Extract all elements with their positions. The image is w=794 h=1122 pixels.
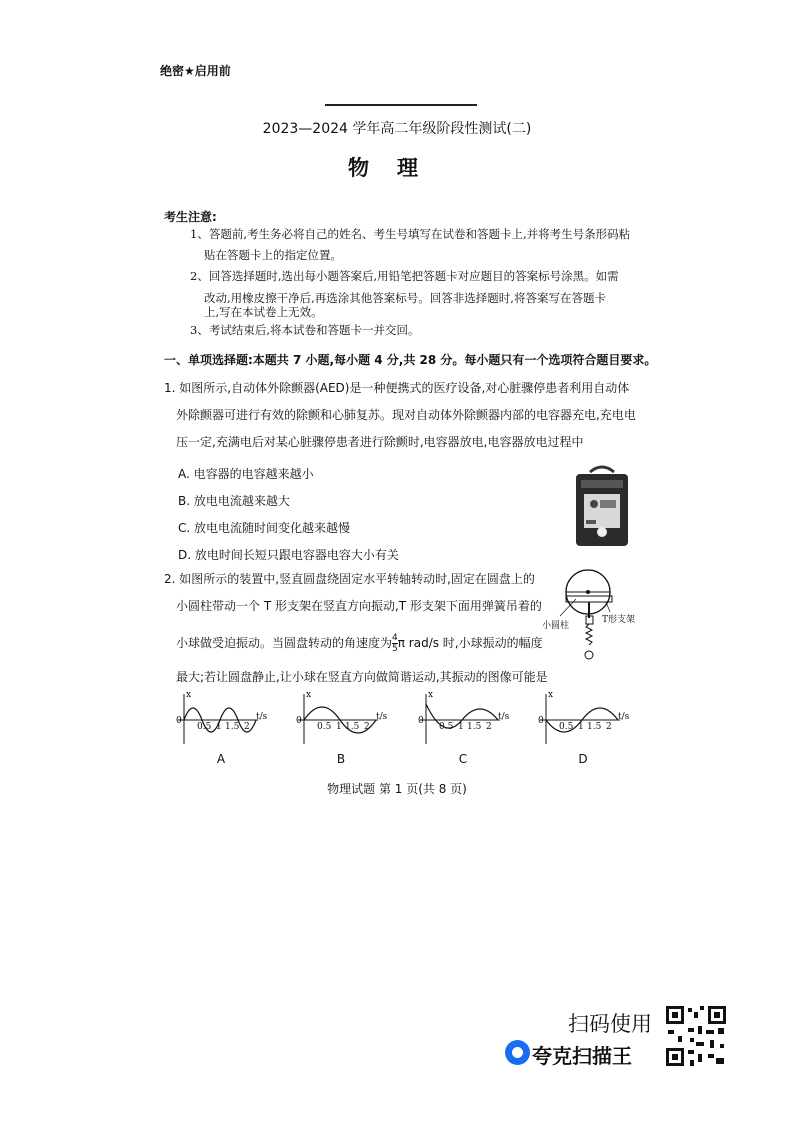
q2-line-3 xyxy=(176,631,543,656)
graph-a-tick-2: 2 xyxy=(244,722,250,732)
scanner-brand: 夸克扫描王 xyxy=(532,1044,632,1068)
q2-line-3-pre: 小球做受迫振动。当圆盘转动的角速度为 xyxy=(176,636,393,650)
notice-line-4: 改动,用橡皮擦干净后,再选涂其他答案标号。回答非选择题时,将答案写在答题卡 xyxy=(204,291,606,305)
graph-c-origin: 0 xyxy=(418,716,424,726)
graph-a-tick-15: 1.5 xyxy=(225,722,240,732)
q1-option-d: D. 放电时间长短只跟电容器电容大小有关 xyxy=(178,548,399,562)
graph-b-origin: 0 xyxy=(296,716,302,726)
q1-option-b: B. 放电电流越来越大 xyxy=(178,494,290,508)
q1-line-3: 压一定,充满电后对某心脏骤停患者进行除颤时,电容器放电,电容器放电过程中 xyxy=(176,435,584,449)
graph-c-tick-15: 1.5 xyxy=(467,722,482,732)
graph-d-origin: 0 xyxy=(538,716,544,726)
scan-to-use-text: 扫码使用 xyxy=(568,1012,652,1036)
confidential-stamp: 绝密★启用前 xyxy=(160,64,231,78)
graph-b-tick-2: 2 xyxy=(364,722,370,732)
graph-d-tick-15: 1.5 xyxy=(587,722,602,732)
graph-d-label: D xyxy=(578,752,588,766)
graph-d-x-label: t/s xyxy=(618,712,630,722)
q2-line-1: 2. 如图所示的装置中,竖直圆盘绕固定水平转轴转动时,固定在圆盘上的 xyxy=(164,572,535,586)
graph-a-tick-05: 0.5 xyxy=(197,722,212,732)
graph-d-y-label: x xyxy=(548,690,554,700)
q1-option-c: C. 放电电流随时间变化越来越慢 xyxy=(178,521,351,535)
graph-d-tick-2: 2 xyxy=(606,722,612,732)
section-heading: 一、单项选择题:本题共 7 小题,每小题 4 分,共 28 分。每小题只有一个选项符合题目要求。 xyxy=(164,353,657,367)
graph-b-x-label: t/s xyxy=(376,712,388,722)
q2-line-2: 小圆柱带动一个 T 形支架在竖直方向振动,T 形支架下面用弹簧吊着的 xyxy=(176,599,542,613)
q2-line-3-post: π rad/s 时,小球振动的幅度 xyxy=(397,636,543,650)
fraction-numerator: 4 xyxy=(392,633,398,643)
graph-b-tick-05: 0.5 xyxy=(317,722,332,732)
aed-device-image xyxy=(572,462,632,550)
notice-line-5: 上,写在本试卷上无效。 xyxy=(204,305,323,319)
title-rule xyxy=(325,104,477,106)
graph-a-x-label: t/s xyxy=(256,712,268,722)
graph-c-label: C xyxy=(458,752,468,766)
graph-a-label: A xyxy=(216,752,226,766)
notice-line-6: 3、考试结束后,将本试卷和答题卡一并交回。 xyxy=(190,323,420,337)
graph-b-y-label: x xyxy=(306,690,312,700)
quark-logo-icon xyxy=(505,1040,530,1065)
graph-c-y-label: x xyxy=(428,690,434,700)
label-small-cylinder: 小圆柱 xyxy=(542,621,570,631)
graph-a-origin: 0 xyxy=(176,716,182,726)
notice-line-1: 1、答题前,考生务必将自己的姓名、考生号填写在试卷和答题卡上,并将考生号条形码粘 xyxy=(190,227,631,241)
exam-title: 2023—2024 学年高二年级阶段性测试(二) xyxy=(262,121,532,137)
notice-line-3: 2、回答选择题时,选出每小题答案后,用铅笔把答题卡对应题目的答案标号涂黑。如需 xyxy=(190,269,619,283)
fraction-denominator: 5 xyxy=(392,644,398,654)
subject-title: 物理 xyxy=(348,156,446,180)
graph-b-tick-1: 1 xyxy=(336,722,342,732)
notice-heading: 考生注意: xyxy=(164,210,217,224)
graph-c-tick-05: 0.5 xyxy=(439,722,454,732)
graph-c-tick-1: 1 xyxy=(458,722,464,732)
graph-d-tick-1: 1 xyxy=(578,722,584,732)
page-footer: 物理试题 第 1 页(共 8 页) xyxy=(327,782,467,796)
q1-line-2: 外除颤器可进行有效的除颤和心肺复苏。现对自动体外除颤器内部的电容器充电,充电电 xyxy=(176,408,636,422)
graph-d-tick-05: 0.5 xyxy=(559,722,574,732)
graph-b-label: B xyxy=(336,752,346,766)
q2-line-4: 最大;若让圆盘静止,让小球在竖直方向做简谐运动,其振动的图像可能是 xyxy=(176,670,548,684)
qr-code-icon[interactable] xyxy=(664,1004,728,1068)
q1-option-a: A. 电容器的电容越来越小 xyxy=(178,467,314,481)
graph-c-x-label: t/s xyxy=(498,712,510,722)
label-t-frame: T形支架 xyxy=(602,615,636,625)
q1-line-1: 1. 如图所示,自动体外除颤器(AED)是一种便携式的医疗设备,对心脏骤停患者利用自动体 xyxy=(164,381,630,395)
graph-a-tick-1: 1 xyxy=(216,722,222,732)
graph-c-tick-2: 2 xyxy=(486,722,492,732)
graph-b-tick-15: 1.5 xyxy=(345,722,360,732)
notice-line-2: 贴在答题卡上的指定位置。 xyxy=(204,248,342,262)
graph-a-y-label: x xyxy=(186,690,192,700)
